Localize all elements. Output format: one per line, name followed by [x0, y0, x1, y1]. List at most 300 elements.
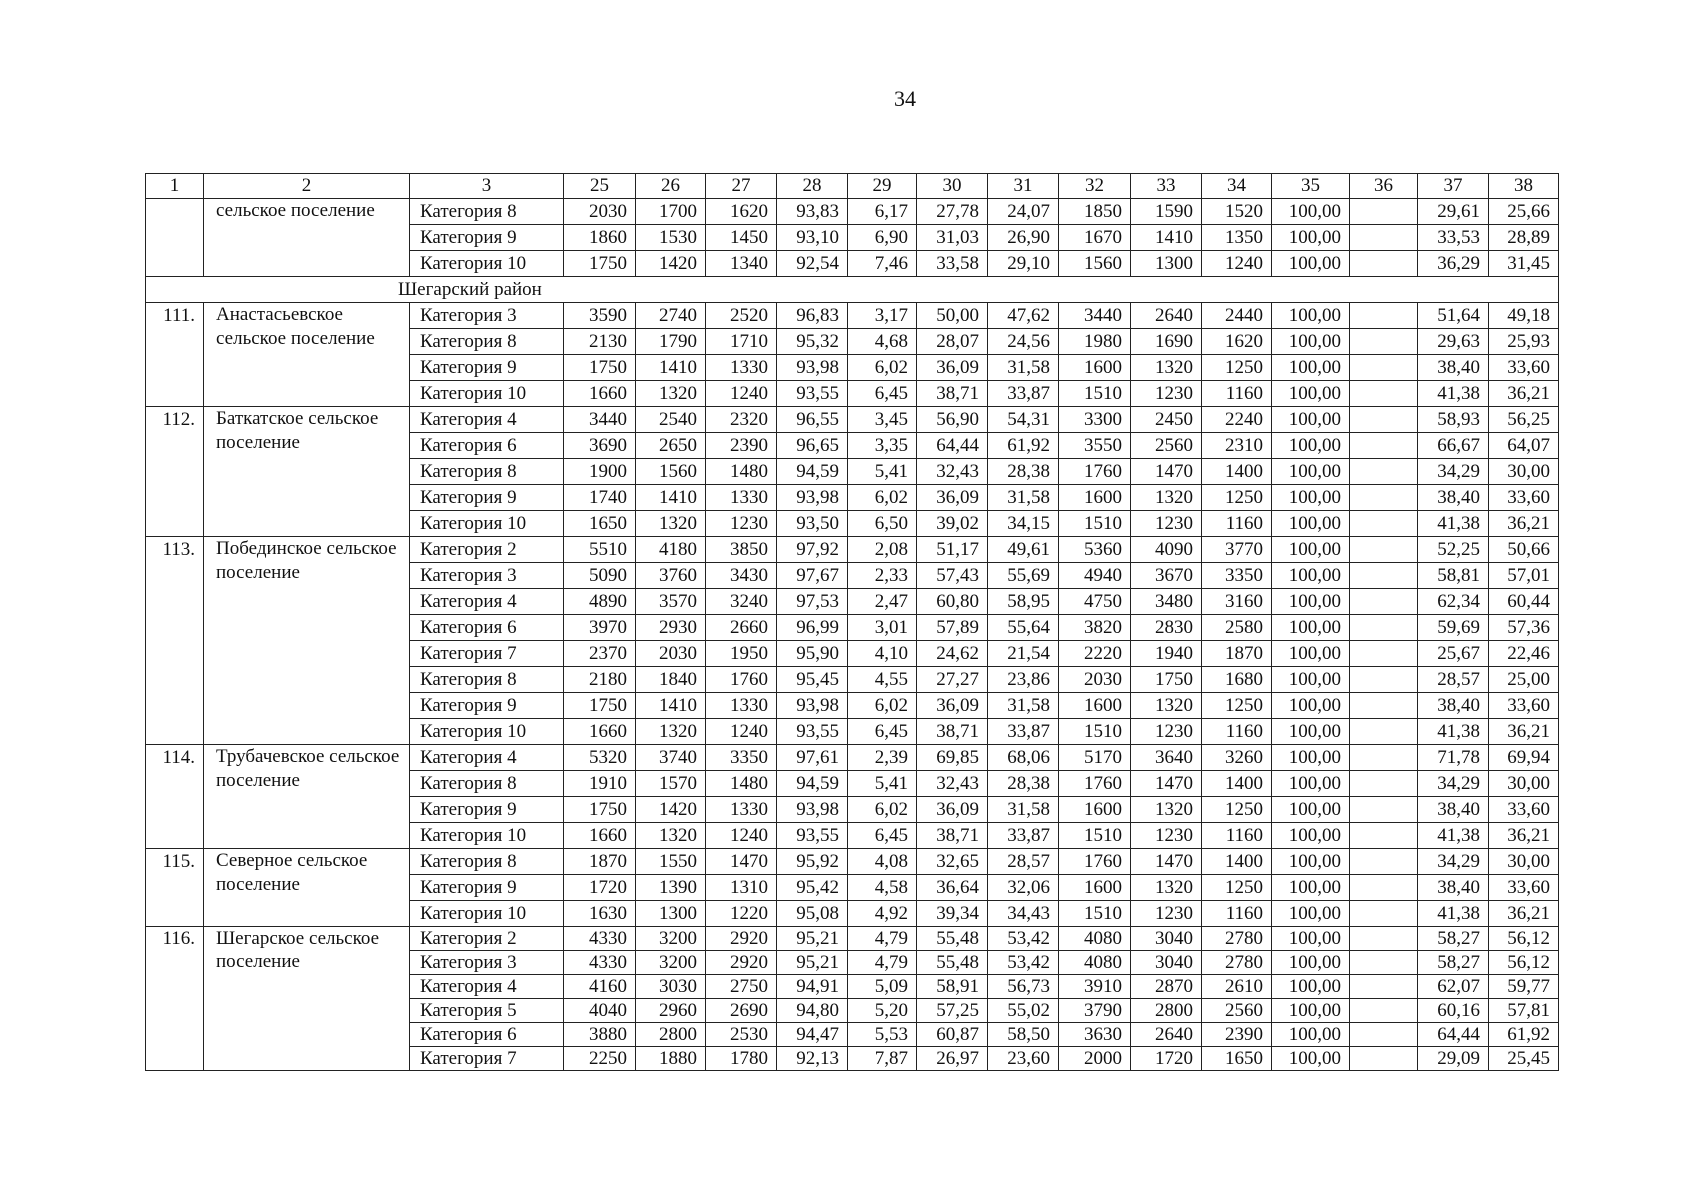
value-cell: 1560: [636, 459, 706, 485]
value-cell: 1550: [636, 849, 706, 875]
value-cell: 5,41: [848, 459, 917, 485]
value-cell: 1860: [564, 225, 636, 251]
value-cell: [1350, 589, 1418, 615]
value-cell: 1240: [706, 823, 777, 849]
value-cell: 1220: [706, 901, 777, 927]
value-cell: 32,06: [988, 875, 1059, 901]
category-cell: Категория 4: [410, 407, 564, 433]
value-cell: 93,98: [777, 693, 848, 719]
value-cell: 34,29: [1418, 771, 1489, 797]
value-cell: 1600: [1059, 355, 1131, 381]
value-cell: 56,73: [988, 975, 1059, 999]
category-cell: Категория 9: [410, 355, 564, 381]
value-cell: 1230: [1131, 719, 1202, 745]
value-cell: 60,16: [1418, 999, 1489, 1023]
value-cell: 59,69: [1418, 615, 1489, 641]
value-cell: [1350, 875, 1418, 901]
value-cell: 100,00: [1272, 381, 1350, 407]
table-row: [146, 199, 1559, 225]
category-cell: Категория 9: [410, 875, 564, 901]
value-cell: 100,00: [1272, 329, 1350, 355]
value-cell: 2580: [1202, 615, 1272, 641]
value-cell: 97,53: [777, 589, 848, 615]
value-cell: 1630: [564, 901, 636, 927]
value-cell: 34,43: [988, 901, 1059, 927]
value-cell: 27,27: [917, 667, 988, 693]
value-cell: 41,38: [1418, 511, 1489, 537]
value-cell: 100,00: [1272, 199, 1350, 225]
value-cell: 31,03: [917, 225, 988, 251]
value-cell: [1350, 1023, 1418, 1047]
value-cell: 2030: [1059, 667, 1131, 693]
value-cell: 95,42: [777, 875, 848, 901]
value-cell: 41,38: [1418, 719, 1489, 745]
value-cell: 3260: [1202, 745, 1272, 771]
value-cell: 3790: [1059, 999, 1131, 1023]
value-cell: 100,00: [1272, 459, 1350, 485]
value-cell: 2520: [706, 303, 777, 329]
value-cell: 25,93: [1489, 329, 1559, 355]
value-cell: 4,79: [848, 951, 917, 975]
value-cell: 3350: [1202, 563, 1272, 589]
value-cell: 3590: [564, 303, 636, 329]
value-cell: [1350, 999, 1418, 1023]
column-header: 33: [1131, 174, 1202, 199]
value-cell: 1470: [706, 849, 777, 875]
value-cell: 1160: [1202, 511, 1272, 537]
value-cell: 2390: [706, 433, 777, 459]
value-cell: 100,00: [1272, 537, 1350, 563]
value-cell: 100,00: [1272, 975, 1350, 999]
value-cell: 92,13: [777, 1047, 848, 1071]
value-cell: 64,07: [1489, 433, 1559, 459]
value-cell: 25,45: [1489, 1047, 1559, 1071]
value-cell: 3430: [706, 563, 777, 589]
value-cell: 39,34: [917, 901, 988, 927]
value-cell: 1720: [1131, 1047, 1202, 1071]
value-cell: 1320: [636, 381, 706, 407]
value-cell: [1350, 355, 1418, 381]
category-cell: Категория 6: [410, 615, 564, 641]
value-cell: 58,91: [917, 975, 988, 999]
category-cell: Категория 8: [410, 849, 564, 875]
value-cell: 2000: [1059, 1047, 1131, 1071]
value-cell: 1420: [636, 251, 706, 277]
value-cell: 3770: [1202, 537, 1272, 563]
value-cell: 2560: [1202, 999, 1272, 1023]
value-cell: 52,25: [1418, 537, 1489, 563]
value-cell: [1350, 563, 1418, 589]
value-cell: 2240: [1202, 407, 1272, 433]
value-cell: 3,01: [848, 615, 917, 641]
value-cell: 1320: [636, 511, 706, 537]
value-cell: 2640: [1131, 303, 1202, 329]
value-cell: 2650: [636, 433, 706, 459]
value-cell: 1320: [1131, 875, 1202, 901]
value-cell: 57,25: [917, 999, 988, 1023]
value-cell: 100,00: [1272, 485, 1350, 511]
value-cell: 1160: [1202, 719, 1272, 745]
value-cell: 2,39: [848, 745, 917, 771]
value-cell: 2440: [1202, 303, 1272, 329]
value-cell: 56,12: [1489, 927, 1559, 951]
value-cell: 3690: [564, 433, 636, 459]
value-cell: [1350, 667, 1418, 693]
value-cell: 1410: [636, 485, 706, 511]
value-cell: 58,93: [1418, 407, 1489, 433]
value-cell: 29,63: [1418, 329, 1489, 355]
value-cell: 4080: [1059, 951, 1131, 975]
value-cell: 3440: [564, 407, 636, 433]
value-cell: 60,80: [917, 589, 988, 615]
value-cell: 3910: [1059, 975, 1131, 999]
value-cell: 1760: [706, 667, 777, 693]
value-cell: 3760: [636, 563, 706, 589]
value-cell: 94,59: [777, 771, 848, 797]
value-cell: 36,21: [1489, 719, 1559, 745]
value-cell: 5,09: [848, 975, 917, 999]
row-number: 113.: [146, 537, 204, 745]
column-header: 2: [204, 174, 410, 199]
value-cell: 4160: [564, 975, 636, 999]
value-cell: 3630: [1059, 1023, 1131, 1047]
value-cell: 57,36: [1489, 615, 1559, 641]
value-cell: 93,10: [777, 225, 848, 251]
value-cell: 29,09: [1418, 1047, 1489, 1071]
row-number: 111.: [146, 303, 204, 407]
value-cell: 100,00: [1272, 927, 1350, 951]
value-cell: [1350, 823, 1418, 849]
value-cell: 1230: [1131, 381, 1202, 407]
value-cell: 100,00: [1272, 511, 1350, 537]
value-cell: 68,06: [988, 745, 1059, 771]
value-cell: 97,67: [777, 563, 848, 589]
value-cell: 36,21: [1489, 511, 1559, 537]
value-cell: 1390: [636, 875, 706, 901]
value-cell: [1350, 537, 1418, 563]
value-cell: 1230: [1131, 823, 1202, 849]
value-cell: 1750: [564, 693, 636, 719]
value-cell: 34,29: [1418, 849, 1489, 875]
value-cell: 100,00: [1272, 407, 1350, 433]
value-cell: 36,21: [1489, 901, 1559, 927]
value-cell: 34,15: [988, 511, 1059, 537]
value-cell: 38,40: [1418, 875, 1489, 901]
value-cell: 33,60: [1489, 875, 1559, 901]
value-cell: 1560: [1059, 251, 1131, 277]
value-cell: 93,50: [777, 511, 848, 537]
value-cell: 6,50: [848, 511, 917, 537]
value-cell: 94,91: [777, 975, 848, 999]
category-cell: Категория 10: [410, 251, 564, 277]
value-cell: 1720: [564, 875, 636, 901]
value-cell: 59,77: [1489, 975, 1559, 999]
value-cell: 1160: [1202, 901, 1272, 927]
column-header: 31: [988, 174, 1059, 199]
value-cell: 1760: [1059, 849, 1131, 875]
table-row: [146, 927, 1559, 951]
value-cell: 31,58: [988, 797, 1059, 823]
table-row: [146, 745, 1559, 771]
value-cell: 2690: [706, 999, 777, 1023]
value-cell: 1410: [636, 693, 706, 719]
value-cell: 1300: [636, 901, 706, 927]
value-cell: 49,18: [1489, 303, 1559, 329]
value-cell: 2390: [1202, 1023, 1272, 1047]
value-cell: 55,02: [988, 999, 1059, 1023]
settlement-name: Побединское сельское поселение: [204, 537, 410, 745]
value-cell: [1350, 433, 1418, 459]
column-header: 34: [1202, 174, 1272, 199]
value-cell: 5,41: [848, 771, 917, 797]
value-cell: 30,00: [1489, 771, 1559, 797]
value-cell: 1570: [636, 771, 706, 797]
category-cell: Категория 10: [410, 823, 564, 849]
value-cell: 36,64: [917, 875, 988, 901]
value-cell: 1660: [564, 823, 636, 849]
table-row: [146, 407, 1559, 433]
value-cell: 100,00: [1272, 355, 1350, 381]
value-cell: 36,09: [917, 797, 988, 823]
value-cell: 25,00: [1489, 667, 1559, 693]
value-cell: [1350, 771, 1418, 797]
value-cell: 58,27: [1418, 951, 1489, 975]
value-cell: 33,60: [1489, 355, 1559, 381]
value-cell: 93,55: [777, 719, 848, 745]
category-cell: Категория 6: [410, 1023, 564, 1047]
value-cell: 1620: [706, 199, 777, 225]
value-cell: 53,42: [988, 951, 1059, 975]
value-cell: 26,97: [917, 1047, 988, 1071]
value-cell: 3,17: [848, 303, 917, 329]
settlement-name: Баткатское сельское поселение: [204, 407, 410, 537]
value-cell: 1760: [1059, 459, 1131, 485]
row-number: [146, 199, 204, 277]
column-header: 38: [1489, 174, 1559, 199]
value-cell: 4330: [564, 927, 636, 951]
value-cell: 3880: [564, 1023, 636, 1047]
region-label: Шегарский район: [146, 277, 1559, 303]
value-cell: 4090: [1131, 537, 1202, 563]
value-cell: 2960: [636, 999, 706, 1023]
category-cell: Категория 9: [410, 797, 564, 823]
value-cell: 60,87: [917, 1023, 988, 1047]
value-cell: 1670: [1059, 225, 1131, 251]
value-cell: 1300: [1131, 251, 1202, 277]
column-header: 37: [1418, 174, 1489, 199]
value-cell: [1350, 615, 1418, 641]
value-cell: 28,07: [917, 329, 988, 355]
value-cell: [1350, 251, 1418, 277]
value-cell: 5,20: [848, 999, 917, 1023]
value-cell: [1350, 693, 1418, 719]
value-cell: 4,92: [848, 901, 917, 927]
value-cell: 2540: [636, 407, 706, 433]
value-cell: 4040: [564, 999, 636, 1023]
value-cell: 2660: [706, 615, 777, 641]
value-cell: 32,65: [917, 849, 988, 875]
value-cell: 31,58: [988, 355, 1059, 381]
value-cell: 1250: [1202, 875, 1272, 901]
value-cell: 30,00: [1489, 459, 1559, 485]
value-cell: 50,66: [1489, 537, 1559, 563]
value-cell: [1350, 199, 1418, 225]
value-cell: 39,02: [917, 511, 988, 537]
value-cell: 3550: [1059, 433, 1131, 459]
value-cell: 5090: [564, 563, 636, 589]
value-cell: 1840: [636, 667, 706, 693]
value-cell: 1250: [1202, 693, 1272, 719]
page-number: 34: [894, 86, 916, 111]
value-cell: 28,57: [1418, 667, 1489, 693]
value-cell: 100,00: [1272, 589, 1350, 615]
settlement-name: сельское поселение: [204, 199, 410, 277]
settlement-name: Северное сельское поселение: [204, 849, 410, 927]
value-cell: 1870: [564, 849, 636, 875]
value-cell: 94,80: [777, 999, 848, 1023]
value-cell: 93,55: [777, 381, 848, 407]
value-cell: 100,00: [1272, 901, 1350, 927]
value-cell: 33,53: [1418, 225, 1489, 251]
value-cell: 1880: [636, 1047, 706, 1071]
value-cell: 1510: [1059, 901, 1131, 927]
value-cell: 1780: [706, 1047, 777, 1071]
value-cell: 100,00: [1272, 875, 1350, 901]
value-cell: 50,00: [917, 303, 988, 329]
value-cell: 3820: [1059, 615, 1131, 641]
value-cell: 38,71: [917, 823, 988, 849]
value-cell: 1750: [564, 251, 636, 277]
value-cell: 1240: [1202, 251, 1272, 277]
value-cell: 34,29: [1418, 459, 1489, 485]
region-row: [146, 277, 1559, 303]
value-cell: 2750: [706, 975, 777, 999]
value-cell: 96,99: [777, 615, 848, 641]
value-cell: 95,45: [777, 667, 848, 693]
category-cell: Категория 6: [410, 433, 564, 459]
value-cell: 3,45: [848, 407, 917, 433]
value-cell: 2920: [706, 951, 777, 975]
column-header: 32: [1059, 174, 1131, 199]
value-cell: 2,47: [848, 589, 917, 615]
value-cell: 4,55: [848, 667, 917, 693]
value-cell: 29,10: [988, 251, 1059, 277]
value-cell: 3970: [564, 615, 636, 641]
value-cell: 1250: [1202, 355, 1272, 381]
value-cell: 60,44: [1489, 589, 1559, 615]
value-cell: 6,02: [848, 485, 917, 511]
table-row: [146, 537, 1559, 563]
value-cell: 51,64: [1418, 303, 1489, 329]
value-cell: 95,92: [777, 849, 848, 875]
value-cell: 33,60: [1489, 693, 1559, 719]
value-cell: 1250: [1202, 485, 1272, 511]
value-cell: 2450: [1131, 407, 1202, 433]
value-cell: 38,40: [1418, 693, 1489, 719]
value-cell: 1310: [706, 875, 777, 901]
value-cell: 31,58: [988, 485, 1059, 511]
value-cell: 5510: [564, 537, 636, 563]
value-cell: 69,85: [917, 745, 988, 771]
value-cell: 1740: [564, 485, 636, 511]
value-cell: 6,45: [848, 381, 917, 407]
value-cell: 1330: [706, 797, 777, 823]
value-cell: 1320: [636, 719, 706, 745]
value-cell: 1870: [1202, 641, 1272, 667]
value-cell: 2830: [1131, 615, 1202, 641]
value-cell: 54,31: [988, 407, 1059, 433]
value-cell: 7,46: [848, 251, 917, 277]
value-cell: 36,09: [917, 355, 988, 381]
value-cell: 100,00: [1272, 797, 1350, 823]
value-cell: 58,50: [988, 1023, 1059, 1047]
value-cell: 36,21: [1489, 823, 1559, 849]
value-cell: 1850: [1059, 199, 1131, 225]
row-number: 112.: [146, 407, 204, 537]
value-cell: 4750: [1059, 589, 1131, 615]
value-cell: 92,54: [777, 251, 848, 277]
value-cell: 100,00: [1272, 951, 1350, 975]
value-cell: [1350, 303, 1418, 329]
value-cell: 21,54: [988, 641, 1059, 667]
category-cell: Категория 8: [410, 667, 564, 693]
value-cell: 1710: [706, 329, 777, 355]
value-cell: 1790: [636, 329, 706, 355]
value-cell: 33,60: [1489, 485, 1559, 511]
value-cell: 95,32: [777, 329, 848, 355]
value-cell: 56,90: [917, 407, 988, 433]
value-cell: 38,40: [1418, 355, 1489, 381]
value-cell: 36,09: [917, 693, 988, 719]
category-cell: Категория 2: [410, 927, 564, 951]
value-cell: 1600: [1059, 693, 1131, 719]
value-cell: 4,08: [848, 849, 917, 875]
value-cell: 6,02: [848, 693, 917, 719]
value-cell: 1160: [1202, 823, 1272, 849]
value-cell: 30,00: [1489, 849, 1559, 875]
value-cell: 4890: [564, 589, 636, 615]
column-header: 29: [848, 174, 917, 199]
value-cell: 5360: [1059, 537, 1131, 563]
value-cell: 3,35: [848, 433, 917, 459]
value-cell: 3200: [636, 951, 706, 975]
value-cell: 55,69: [988, 563, 1059, 589]
value-cell: 58,81: [1418, 563, 1489, 589]
value-cell: 51,17: [917, 537, 988, 563]
value-cell: 97,92: [777, 537, 848, 563]
value-cell: 58,27: [1418, 927, 1489, 951]
value-cell: 1240: [706, 719, 777, 745]
value-cell: 2930: [636, 615, 706, 641]
column-header: 3: [410, 174, 564, 199]
value-cell: 27,78: [917, 199, 988, 225]
value-cell: 2780: [1202, 951, 1272, 975]
value-cell: 94,59: [777, 459, 848, 485]
row-number: 115.: [146, 849, 204, 927]
value-cell: 28,38: [988, 771, 1059, 797]
value-cell: 53,42: [988, 927, 1059, 951]
value-cell: 1230: [1131, 901, 1202, 927]
value-cell: 57,01: [1489, 563, 1559, 589]
value-cell: 3160: [1202, 589, 1272, 615]
value-cell: 4940: [1059, 563, 1131, 589]
value-cell: 6,02: [848, 355, 917, 381]
column-header: 36: [1350, 174, 1418, 199]
value-cell: 24,07: [988, 199, 1059, 225]
value-cell: 36,29: [1418, 251, 1489, 277]
value-cell: 55,48: [917, 927, 988, 951]
value-cell: 3640: [1131, 745, 1202, 771]
